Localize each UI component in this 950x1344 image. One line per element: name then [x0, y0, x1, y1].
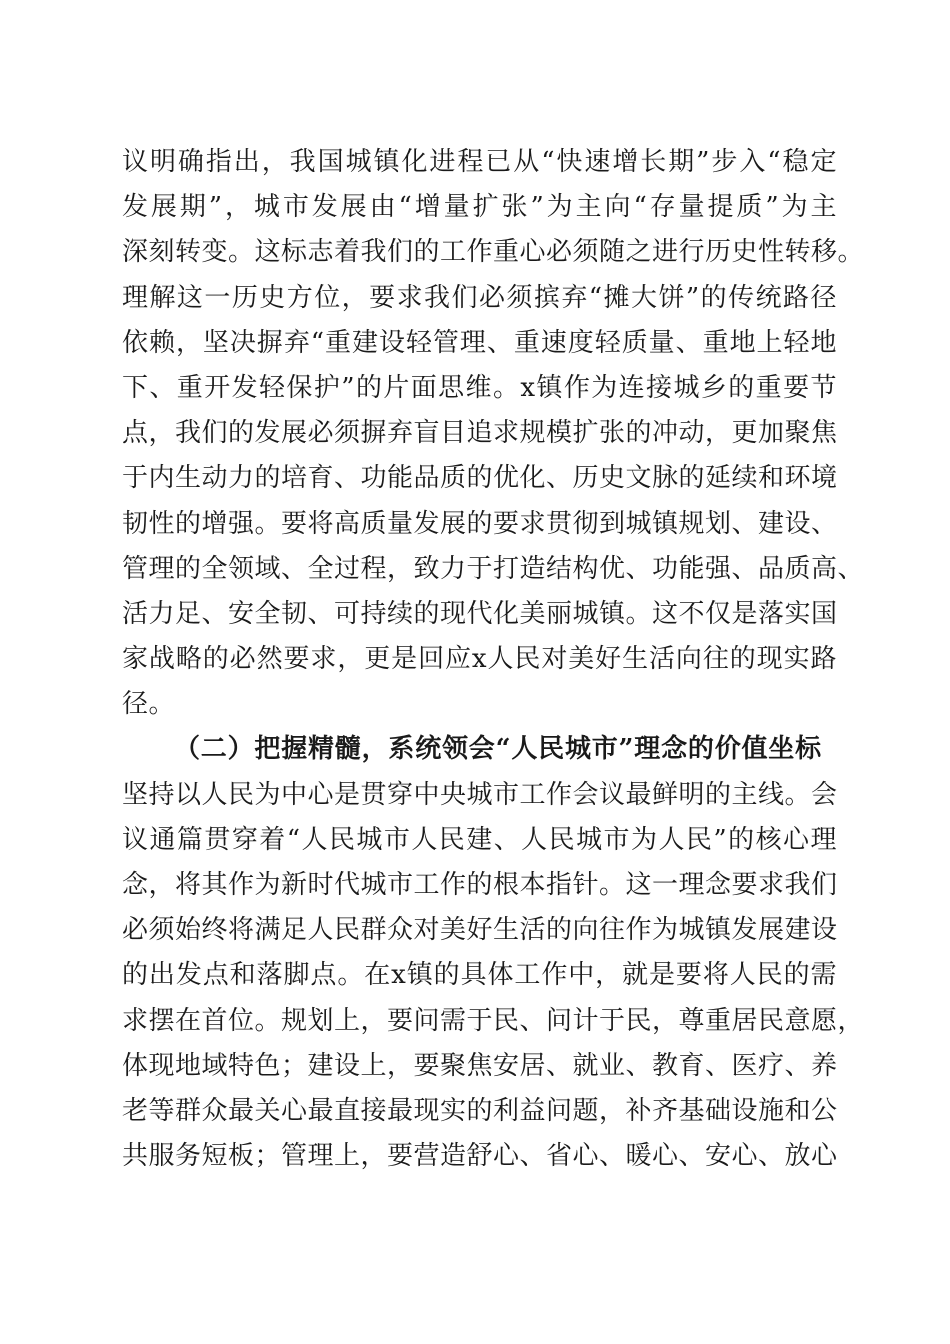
paragraph-1-line: 家战略的必然要求，更是回应x人民对美好生活向往的现实路 — [122, 644, 837, 675]
paragraph-1-line: 依赖，坚决摒弃“重建设轻管理、重速度轻质量、重地上轻地 — [122, 327, 837, 358]
paragraph-2-line: 必须始终将满足人民群众对美好生活的向往作为城镇发展建设 — [122, 915, 838, 946]
paragraph-people-centered — [122, 773, 865, 1180]
section-heading-people-city: （二）把握精髓，系统领会“人民城市”理念的价值坐标 — [174, 734, 822, 765]
paragraph-1-line: 理解这一历史方位，要求我们必须摈弃“摊大饼”的传统路径 — [122, 282, 837, 313]
paragraph-2-line: 坚持以人民为中心是贯穿中央城市工作会议最鲜明的主线。会 — [122, 779, 838, 810]
paragraph-2-line: 议通篇贯穿着“人民城市人民建、人民城市为人民”的核心理 — [122, 824, 837, 855]
paragraph-2-line: 共服务短板；管理上，要营造舒心、省心、暖心、安心、放心 — [122, 1141, 838, 1172]
paragraph-1-line: 深刻转变。这标志着我们的工作重心必须随之进行历史性转移。 — [122, 237, 865, 268]
paragraph-1-line: 点，我们的发展必须摒弃盲目追求规模扩张的冲动，更加聚焦 — [122, 418, 838, 449]
paragraph-1-line: 于内生动力的培育、功能品质的优化、历史文脉的延续和环境 — [122, 463, 838, 494]
paragraph-2-line: 求摆在首位。规划上，要问需于民、问计于民，尊重居民意愿， — [122, 1005, 865, 1036]
paragraph-1-line: 韧性的增强。要将高质量发展的要求贯彻到城镇规划、建设、 — [122, 508, 838, 539]
paragraph-1-line: 活力足、安全韧、可持续的现代化美丽城镇。这不仅是落实国 — [122, 598, 838, 629]
paragraph-urbanization-stage — [122, 140, 865, 727]
paragraph-1-line: 下、重开发轻保护”的片面思维。x镇作为连接城乡的重要节 — [122, 372, 837, 403]
paragraph-1-line: 径。 — [122, 689, 176, 720]
paragraph-2-line: 的出发点和落脚点。在x镇的具体工作中，就是要将人民的需 — [122, 960, 837, 991]
paragraph-1-line: 发展期”，城市发展由“增量扩张”为主向“存量提质”为主 — [122, 192, 837, 223]
paragraph-2-line: 念，将其作为新时代城市工作的根本指针。这一理念要求我们 — [122, 870, 838, 900]
document-body — [122, 140, 865, 1179]
paragraph-1-line: 管理的全领域、全过程，致力于打造结构优、功能强、品质高、 — [122, 553, 865, 584]
paragraph-1-line: 议明确指出，我国城镇化进程已从“快速增长期”步入“稳定 — [122, 147, 837, 177]
paragraph-2-line: 体现地域特色；建设上，要聚焦安居、就业、教育、医疗、养 — [122, 1050, 838, 1081]
paragraph-2-line: 老等群众最关心最直接最现实的利益问题，补齐基础设施和公 — [122, 1095, 838, 1126]
